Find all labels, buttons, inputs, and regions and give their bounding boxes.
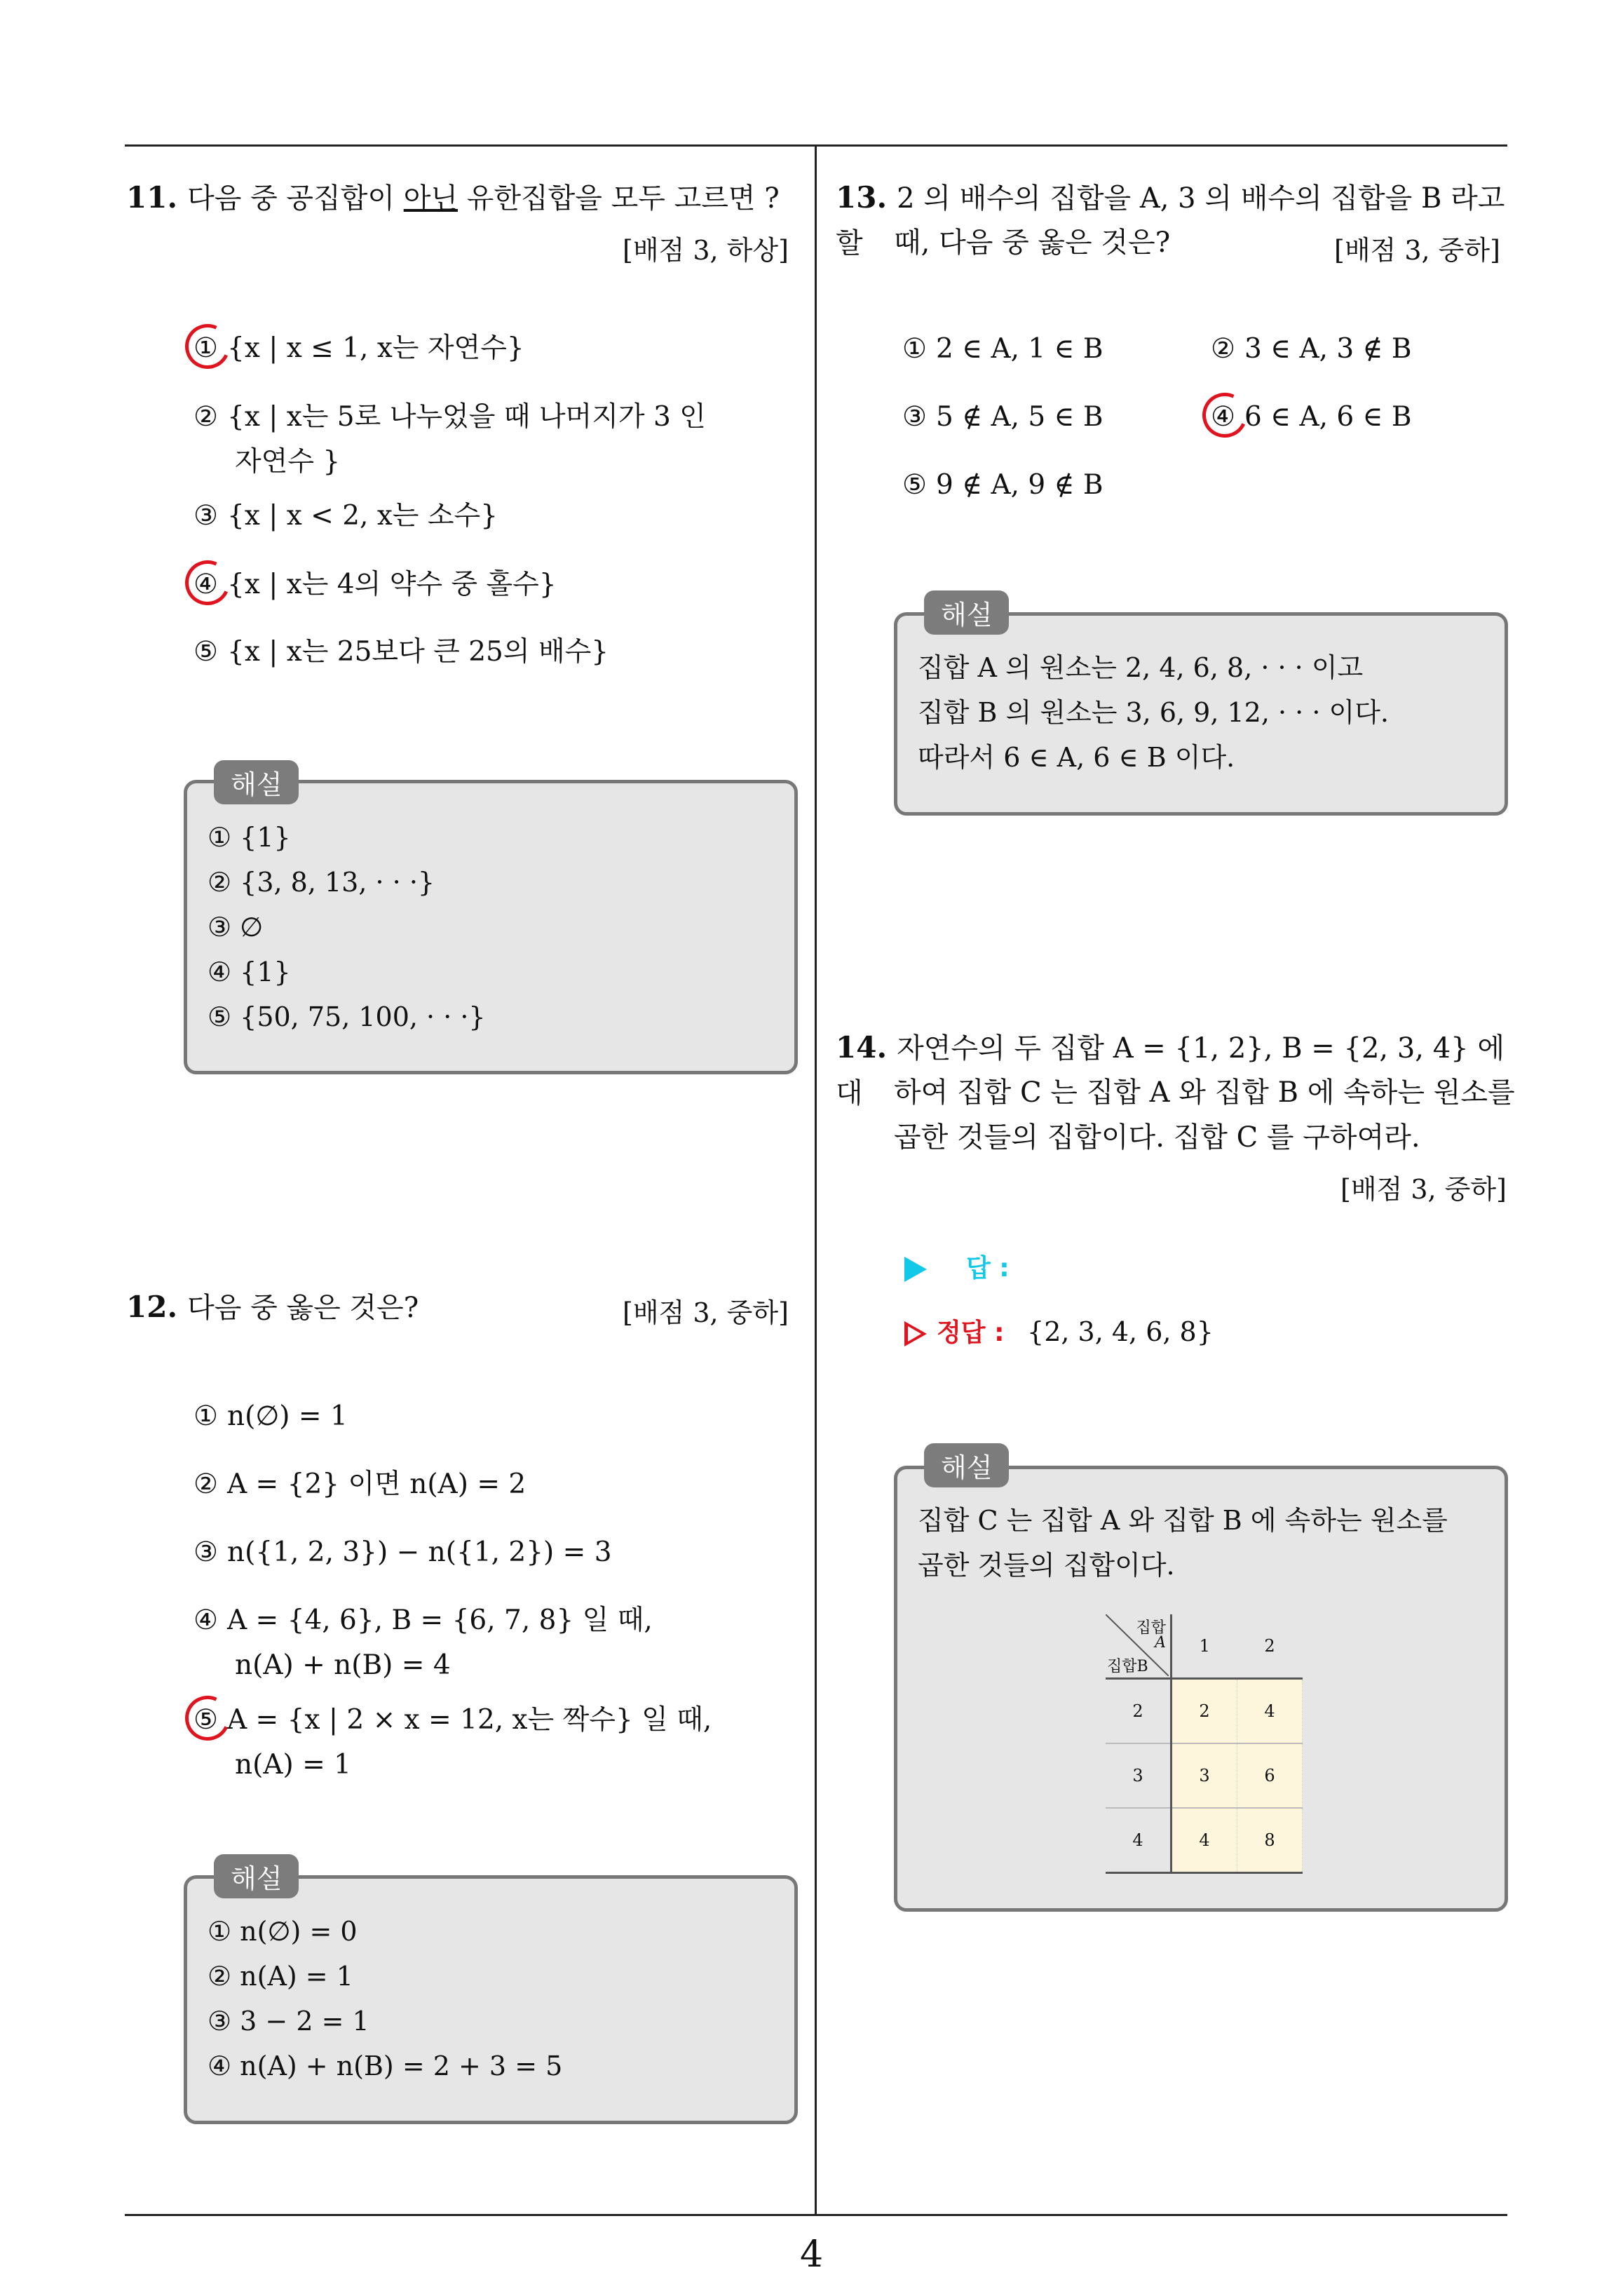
explanation-line: ② {3, 8, 13, · · ·}	[208, 867, 435, 898]
play-icon	[904, 1257, 927, 1282]
table-cell: 8	[1237, 1808, 1303, 1873]
explanation-line: 집합 B 의 원소는 3, 6, 9, 12, · · · 이다.	[918, 697, 1389, 728]
table-corner: 집합 A 집합B	[1106, 1614, 1172, 1679]
option-5[interactable]: ⑤ A = {x | 2 × x = 12, x는 짝수} 일 때,	[193, 1704, 712, 1736]
option-2[interactable]: ② {x | x는 5로 나누었을 때 나머지가 3 인	[193, 401, 706, 433]
explanation-line: 곱한 것들의 집합이다.	[918, 1550, 1175, 1581]
explanation-line: ⑤ {50, 75, 100, · · ·}	[208, 1001, 486, 1032]
underlined-word: 아닌	[403, 182, 458, 215]
table-row	[1106, 1743, 1303, 1808]
option-3[interactable]: ③ 5 ∉ A, 5 ∈ B	[902, 401, 1103, 433]
option-4-cont: n(A) + n(B) = 4	[235, 1649, 451, 1681]
question-12: 12. 다음 중 옳은 것은?	[126, 1290, 419, 1324]
bottom-rule	[125, 2214, 1507, 2216]
page-number: 4	[799, 2234, 824, 2276]
option-2[interactable]: ② A = {2} 이면 n(A) = 2	[193, 1468, 527, 1500]
option-2-cont: 자연수 }	[235, 446, 341, 478]
explanation-line: ③ 3 − 2 = 1	[208, 2006, 369, 2037]
question-14: 14. 자연수의 두 집합 A = {1, 2}, B = {2, 3, 4} 에 대	[836, 1030, 1505, 1109]
option-5-cont: n(A) = 1	[235, 1749, 351, 1781]
question-number: 12.	[126, 1290, 178, 1324]
option-4[interactable]: ④ {x | x는 4의 약수 중 홀수}	[193, 569, 557, 600]
answer-row[interactable]	[904, 1248, 1010, 1284]
question-14-line2: 하여 집합 C 는 집합 A 와 집합 B 에 속하는 원소를	[894, 1076, 1515, 1109]
question-11: 11. 다음 중 공집합이 아닌 유한집합을 모두 고르면 ?	[126, 180, 780, 215]
score-label: [배점 3, 중하]	[1334, 235, 1500, 266]
option-2[interactable]: ② 3 ∈ A, 3 ∉ B	[1211, 333, 1412, 365]
correct-label: 정답 :	[937, 1318, 1005, 1347]
explanation-line: ④ {1}	[208, 957, 291, 987]
option-3[interactable]: ③ n({1, 2, 3}) − n({1, 2}) = 3	[193, 1537, 612, 1568]
option-5[interactable]: ⑤ {x | x는 25보다 큰 25의 배수}	[193, 636, 609, 668]
explanation-line: 집합 A 의 원소는 2, 4, 6, 8, · · · 이고	[918, 652, 1364, 683]
explanation-tag: 해설	[214, 1854, 299, 1898]
explanation-line: ④ n(A) + n(B) = 2 + 3 = 5	[208, 2051, 563, 2081]
explanation-line: ③ ∅	[208, 912, 264, 943]
table-cell: 4	[1172, 1808, 1237, 1873]
table-row	[1106, 1679, 1303, 1744]
question-number: 13.	[836, 180, 888, 215]
table-row-header: 3	[1106, 1743, 1172, 1808]
table-row-header: 2	[1106, 1679, 1172, 1744]
multiplication-table	[1106, 1614, 1303, 1874]
explanation-tag: 해설	[924, 1443, 1009, 1487]
question-13: 13. 2 의 배수의 집합을 A, 3 의 배수의 집합을 B 라고 할	[836, 180, 1505, 259]
question-14-line3: 곱한 것들의 집합이다. 집합 C 를 구하여라.	[894, 1121, 1420, 1154]
option-1[interactable]: ① n(∅) = 1	[193, 1400, 348, 1432]
question-13-line2: 때, 다음 중 옳은 것은?	[894, 227, 1171, 259]
explanation-line: ① n(∅) = 0	[208, 1916, 358, 1947]
answer-label: 답 :	[966, 1254, 1010, 1283]
table-row-header: 4	[1106, 1808, 1172, 1873]
score-label: [배점 3, 하상]	[623, 235, 789, 266]
score-label: [배점 3, 중하]	[1340, 1174, 1507, 1205]
option-4[interactable]: ④ A = {4, 6}, B = {6, 7, 8} 일 때,	[193, 1605, 653, 1636]
explanation-line: ② n(A) = 1	[208, 1961, 353, 1992]
explanation-line: 따라서 6 ∈ A, 6 ∈ B 이다.	[918, 742, 1235, 773]
table-cell: 6	[1237, 1743, 1303, 1808]
option-4[interactable]: ④ 6 ∈ A, 6 ∈ B	[1211, 401, 1412, 433]
table-col-header: 2	[1237, 1614, 1303, 1679]
option-3[interactable]: ③ {x | x < 2, x는 소수}	[193, 500, 498, 532]
option-1[interactable]: ① {x | x ≤ 1, x는 자연수}	[193, 332, 524, 364]
correct-value: {2, 3, 4, 6, 8}	[1027, 1316, 1214, 1347]
table-cell: 4	[1237, 1679, 1303, 1744]
question-number: 11.	[126, 180, 178, 215]
table-cell: 2	[1172, 1679, 1237, 1744]
column-divider	[815, 146, 817, 2215]
option-5[interactable]: ⑤ 9 ∉ A, 9 ∉ B	[902, 469, 1103, 501]
table-cell: 3	[1172, 1743, 1237, 1808]
explanation-tag: 해설	[214, 760, 299, 804]
explanation-line: 집합 C 는 집합 A 와 집합 B 에 속하는 원소를	[918, 1505, 1448, 1536]
table-col-header: 1	[1172, 1614, 1237, 1679]
explanation-line: ① {1}	[208, 822, 291, 853]
option-1[interactable]: ① 2 ∈ A, 1 ∈ B	[902, 333, 1103, 365]
outline-play-icon	[904, 1321, 927, 1346]
correct-answer-row	[904, 1313, 1214, 1349]
question-number: 14.	[836, 1030, 888, 1065]
score-label: [배점 3, 중하]	[623, 1297, 789, 1328]
table-row	[1106, 1808, 1303, 1873]
explanation-tag: 해설	[924, 590, 1009, 635]
